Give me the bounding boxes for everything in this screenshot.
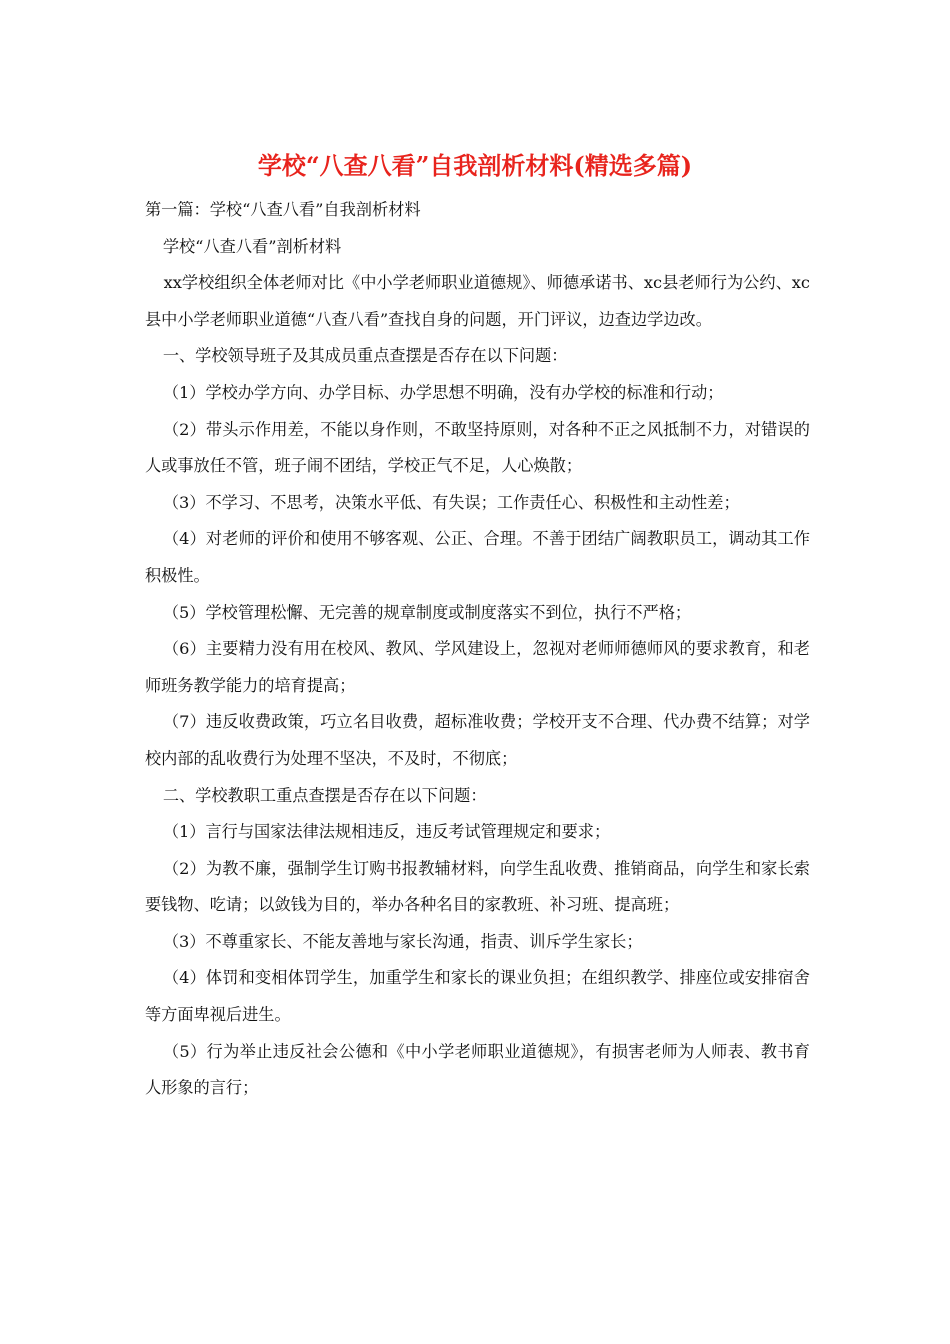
list-item: （4）体罚和变相体罚学生，加重学生和家长的课业负担；在组织教学、排座位或安排宿舍等方面卑视后进生。 — [145, 968, 810, 1025]
section-subtitle: 学校“八查八看”剖析材料 — [162, 236, 342, 256]
list-item: （4）对老师的评价和使用不够客观、公正、合理。不善于团结广阔教职员工，调动其工作积极性。 — [145, 529, 810, 585]
section-heading-leadership: 一、学校领导班子及其成员重点查摆是否存在以下问题： — [162, 346, 568, 366]
list-item: （1）言行与国家法律法规相违反，违反考试管理规定和要求； — [162, 822, 611, 842]
section-heading-staff: 二、学校教职工重点查摆是否存在以下问题： — [162, 785, 487, 805]
list-item: （1）学校办学方向、办学目标、办学思想不明确，没有办学校的标准和行动； — [162, 382, 724, 402]
list-item: （5）学校管理松懈、无完善的规章制度或制度落实不到位，执行不严格； — [162, 602, 692, 622]
document-title: 学校“八查八看”自我剖析材料(精选多篇) — [257, 151, 693, 180]
list-item: （2）带头示作用差，不能以身作则，不敢坚持原则，对各种不正之风抵制不力，对错误的人或事放任不管，班子闹不团结，学校正气不足，人心焕散； — [145, 419, 810, 476]
document-body — [145, 192, 810, 1107]
list-item: （5）行为举止违反社会公德和《中小学老师职业道德规》，有损害老师为人师表、教书育人形象的言行； — [145, 1041, 810, 1098]
list-item: （3）不学习、不思考，决策水平低、有失误；工作责任心、积极性和主动性差； — [162, 492, 740, 512]
chapter-heading: 第一篇：学校“八查八看”自我剖析材料 — [145, 200, 421, 219]
list-item: （2）为教不廉，强制学生订购书报教辅材料，向学生乱收费、推销商品，向学生和家长索要钱物、吃请；以敛钱为目的，举办各种名目的家教班、补习班、提高班； — [145, 858, 810, 915]
list-item: （7）违反收费政策，巧立名目收费，超标准收费；学校开支不合理、代办费不结算；对学校内部的乱收费行为处理不坚决，不及时，不彻底； — [145, 712, 810, 768]
list-item: （3）不尊重家长、不能友善地与家长沟通，指责、训斥学生家长； — [162, 931, 643, 951]
list-item: （6）主要精力没有用在校风、教风、学风建设上，忽视对老师师德师风的要求教育，和老师班务教学能力的培育提高； — [145, 639, 810, 695]
intro-paragraph: xx学校组织全体老师对比《中小学老师职业道德规》、师德承诺书、xc县老师行为公约、xc县中小学老师职业道德“八查八看”查找自身的问题，开门评议，边查边学边改。 — [145, 273, 810, 329]
